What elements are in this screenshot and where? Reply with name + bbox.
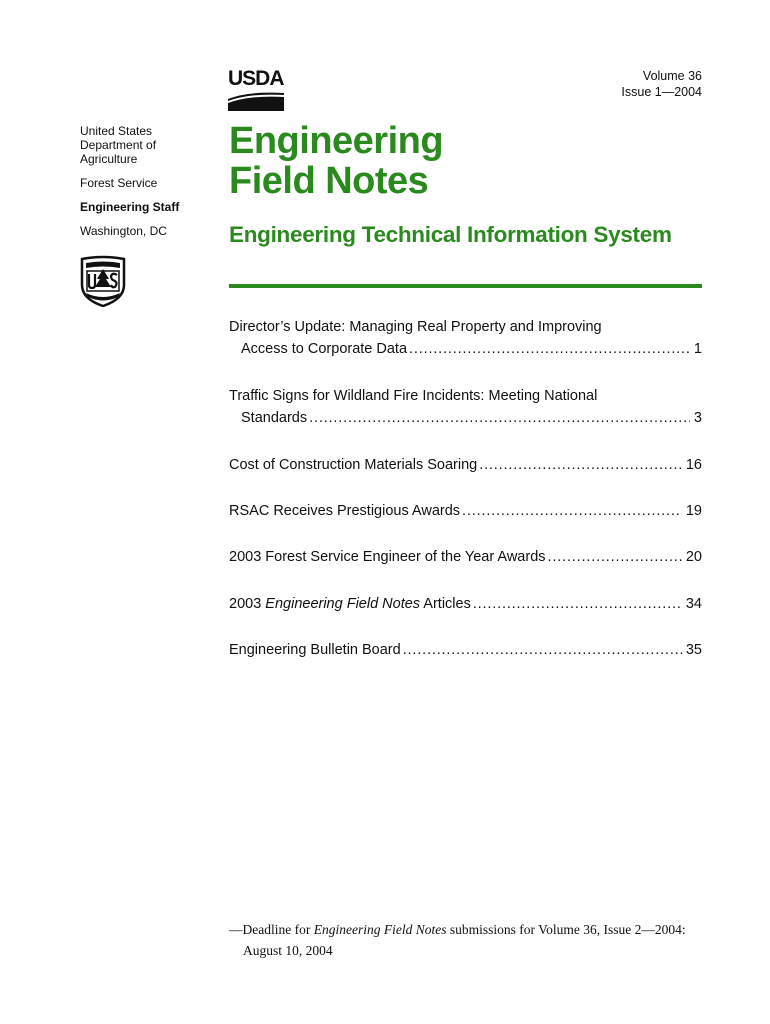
service-label: Forest Service xyxy=(80,176,158,190)
leader-dots xyxy=(548,546,682,568)
toc-entry-title-suffix: Articles xyxy=(420,596,471,612)
leader-dots xyxy=(473,593,682,615)
toc-page-number: 19 xyxy=(685,503,702,519)
toc-entry-title: Traffic Signs for Wildland Fire Incidents: Meeting National xyxy=(229,388,598,404)
title-line-2: Field Notes xyxy=(229,160,429,202)
toc-entry-title: 2003 Forest Service Engineer of the Year Awards xyxy=(229,549,546,565)
deadline-note xyxy=(229,919,709,961)
toc-entry-title-prefix: 2003 xyxy=(229,596,266,612)
toc-entry-title-cont: Access to Corporate Data xyxy=(241,341,408,357)
forest-service-shield-icon xyxy=(78,255,128,307)
toc-page-number: 16 xyxy=(685,457,702,473)
toc-entry[interactable] xyxy=(229,639,702,661)
deadline-suffix: submissions for Volume 36, Issue 2—2004: xyxy=(446,922,686,937)
deadline-prefix: —Deadline for xyxy=(229,922,314,937)
publication-title xyxy=(229,121,443,201)
toc-page-number: 34 xyxy=(685,596,702,612)
title-line-1: Engineering xyxy=(229,120,444,162)
toc-entry-title: Cost of Construction Materials Soaring xyxy=(229,457,478,473)
toc-entry[interactable] xyxy=(229,546,702,568)
deadline-italic-title: Engineering Field Notes xyxy=(313,922,447,937)
sidebar xyxy=(80,124,220,248)
toc-entry[interactable] xyxy=(229,454,702,476)
volume-label: Volume 36 xyxy=(642,69,702,83)
volume-issue xyxy=(621,68,702,100)
toc-entry[interactable] xyxy=(229,593,702,615)
staff-label: Engineering Staff xyxy=(80,200,180,214)
usda-logo xyxy=(228,68,284,110)
toc-entry[interactable] xyxy=(229,385,702,429)
toc-entry[interactable] xyxy=(229,500,702,522)
leader-dots xyxy=(309,407,690,429)
publication-subtitle: Engineering Technical Information System xyxy=(229,222,672,247)
toc-entry-title: Engineering Bulletin Board xyxy=(229,642,401,658)
toc-page-number: 20 xyxy=(685,549,702,565)
toc-entry-title: RSAC Receives Prestigious Awards xyxy=(229,503,461,519)
leader-dots xyxy=(479,454,682,476)
toc-entry[interactable] xyxy=(229,316,702,360)
toc-page-number: 1 xyxy=(693,341,702,357)
usda-logo-text: USDA xyxy=(228,67,284,90)
department-label: United States Department of Agriculture xyxy=(80,124,157,166)
leader-dots xyxy=(462,500,682,522)
leader-dots xyxy=(403,639,682,661)
leader-dots xyxy=(409,338,690,360)
toc-entry-title: Director’s Update: Managing Real Property and Improving xyxy=(229,319,602,335)
location-label: Washington, DC xyxy=(80,224,167,238)
toc-page-number: 35 xyxy=(685,642,702,658)
toc-entry-title-cont: Standards xyxy=(241,410,308,426)
deadline-date: August 10, 2004 xyxy=(243,943,333,958)
issue-label: Issue 1—2004 xyxy=(621,85,702,99)
toc-page-number: 3 xyxy=(693,410,702,426)
green-divider xyxy=(229,284,702,288)
toc-entry-title-italic: Engineering Field Notes xyxy=(265,596,421,612)
usda-logo-hills-icon xyxy=(228,89,284,111)
